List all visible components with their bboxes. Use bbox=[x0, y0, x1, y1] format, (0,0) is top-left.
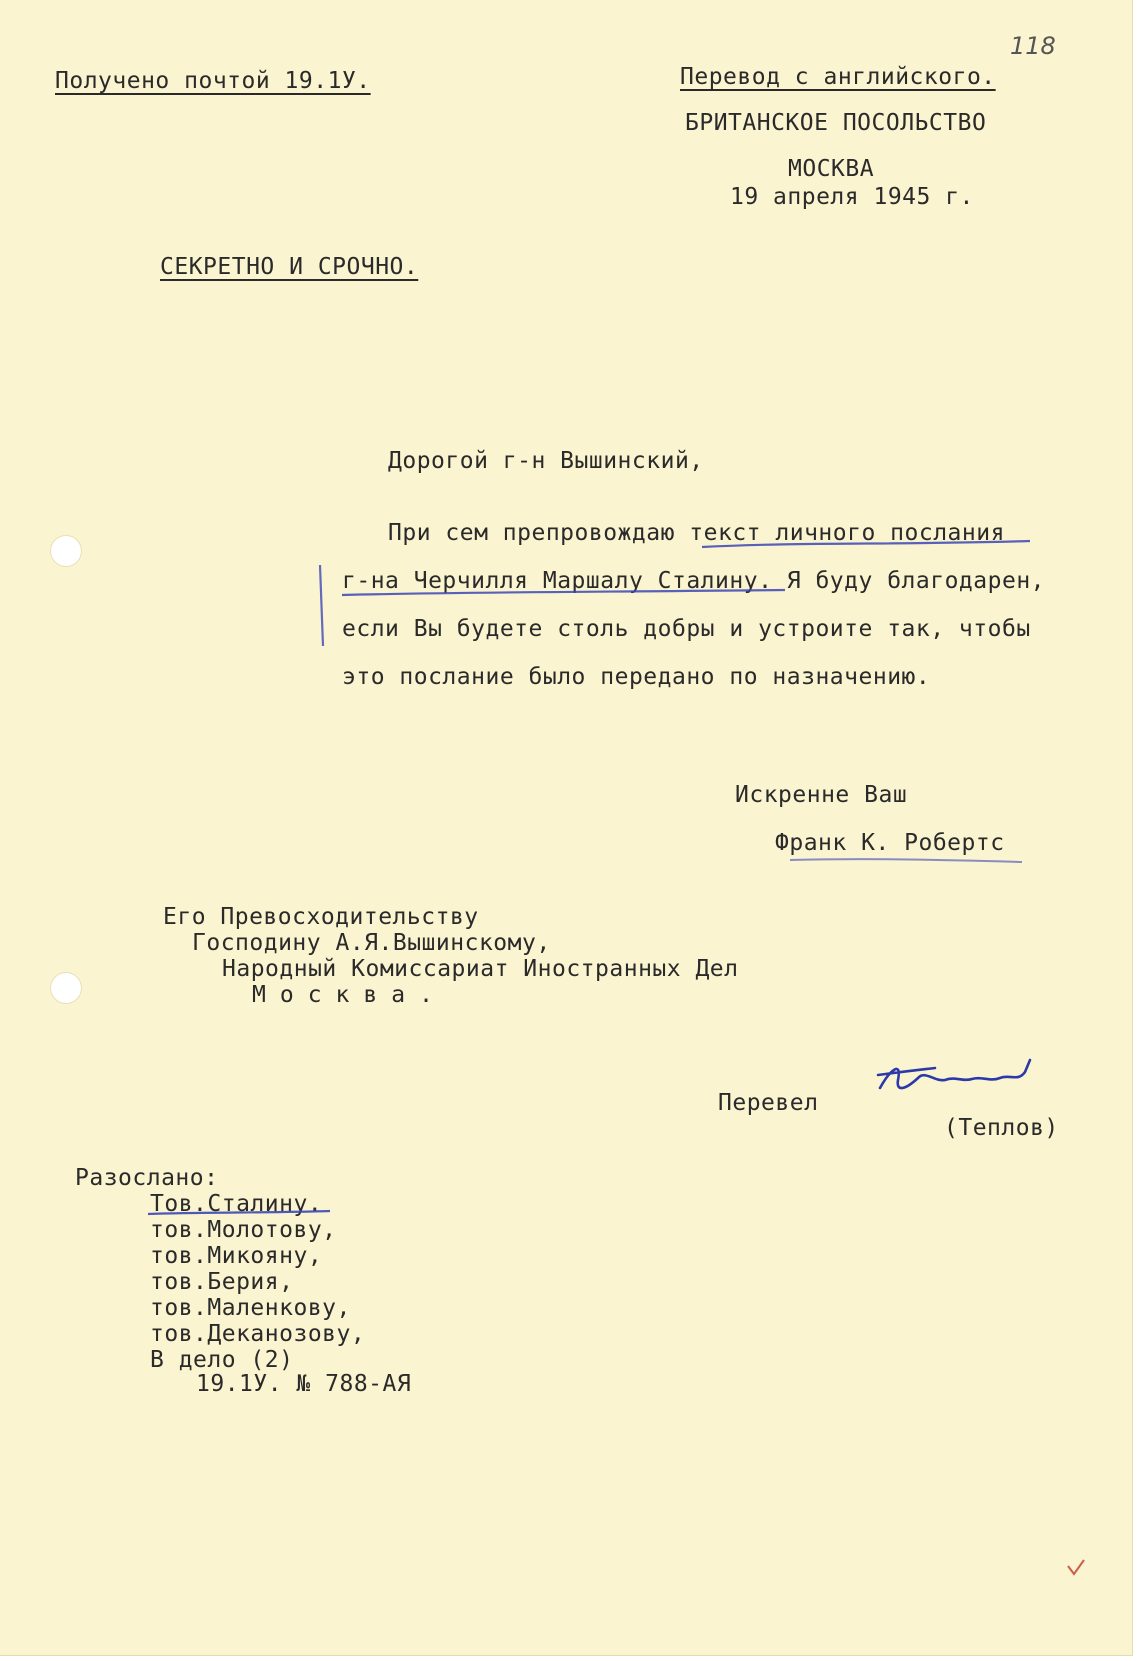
ink-underline bbox=[148, 1211, 330, 1214]
closing: Искренне Ваш bbox=[735, 782, 908, 808]
folio-number: 118 bbox=[1010, 32, 1056, 60]
distribution-label: Разослано: bbox=[75, 1165, 219, 1191]
translation-note: Перевод с английского. bbox=[680, 64, 996, 90]
classification-mark: СЕКРЕТНО И СРОЧНО. bbox=[160, 254, 419, 280]
distribution-reference: 19.1У. № 788-АЯ bbox=[196, 1371, 412, 1397]
distribution-recipient: Тов.Сталину. bbox=[150, 1191, 323, 1217]
distribution-recipient: тов.Молотову, bbox=[150, 1217, 337, 1243]
body-line: если Вы будете столь добры и устроите так, чтобы bbox=[342, 616, 1031, 642]
ink-margin-line bbox=[320, 565, 323, 646]
address-line: Народный Комиссариат Иностранных Дел bbox=[222, 956, 739, 982]
received-stamp: Получено почтой 19.1У. bbox=[55, 68, 371, 94]
distribution-recipient: тов.Берия, bbox=[150, 1269, 294, 1295]
distribution-recipient: В дело (2) bbox=[150, 1347, 294, 1373]
address-line: Господину А.Я.Вышинскому, bbox=[192, 930, 551, 956]
body-line: При сем препровождаю текст личного послания bbox=[388, 520, 1005, 546]
ink-underline bbox=[702, 541, 1030, 547]
translator-name: (Теплов) bbox=[944, 1115, 1059, 1141]
body-line: это послание было передано по назначению. bbox=[342, 664, 931, 690]
distribution-recipient: тов.Деканозову, bbox=[150, 1321, 366, 1347]
translator-label: Перевел bbox=[718, 1090, 819, 1116]
sender-name: Франк К. Робертс bbox=[775, 830, 1005, 856]
ink-underline bbox=[790, 859, 1022, 862]
address-line: Его Превосходительству bbox=[163, 904, 479, 930]
distribution-recipient: тов.Микояну, bbox=[150, 1243, 323, 1269]
letter-date: 19 апреля 1945 г. bbox=[730, 184, 974, 210]
salutation: Дорогой г-н Вышинский, bbox=[388, 448, 704, 474]
distribution-recipient: тов.Маленкову, bbox=[150, 1295, 351, 1321]
embassy-name: БРИТАНСКОЕ ПОСОЛЬСТВО bbox=[685, 110, 987, 136]
translator-signature bbox=[878, 1060, 1030, 1088]
address-line: Москва. bbox=[252, 982, 447, 1008]
check-mark bbox=[1068, 1560, 1084, 1574]
ink-underline bbox=[342, 590, 785, 595]
body-line: г-на Черчилля Маршалу Сталину. Я буду благодарен, bbox=[342, 568, 1046, 594]
embassy-city: МОСКВА bbox=[788, 156, 875, 182]
